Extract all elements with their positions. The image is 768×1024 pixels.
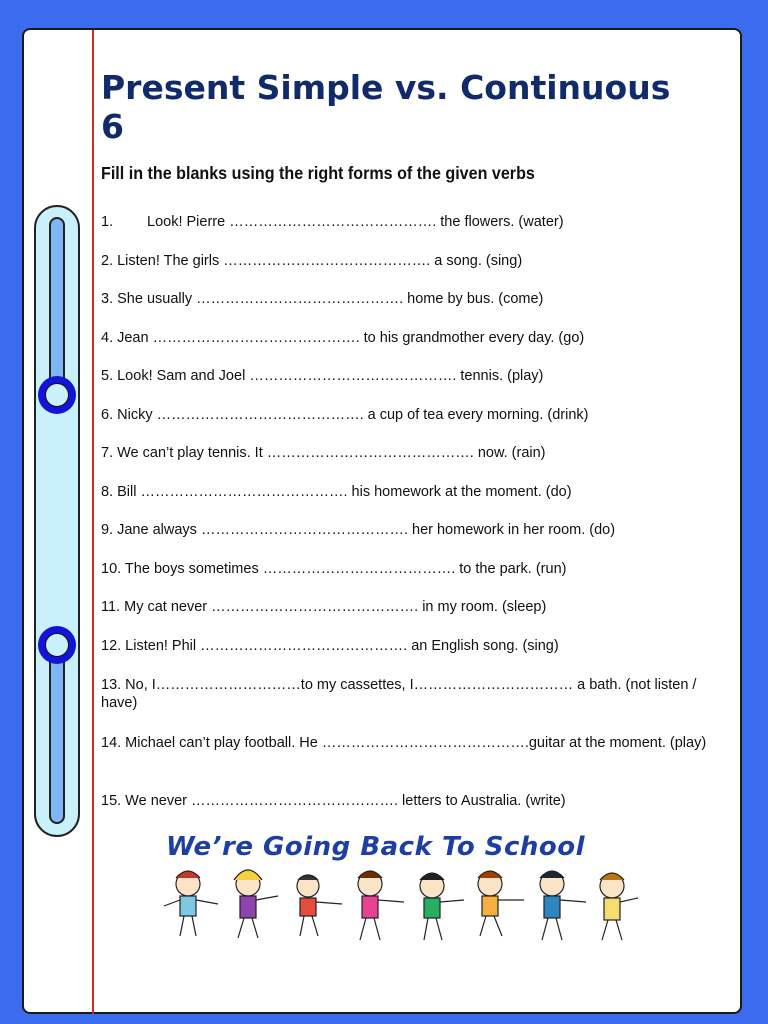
exercise-item	[101, 213, 713, 231]
page-title: Present Simple vs. Continuous 6	[101, 68, 671, 146]
exercise-item: 6. Nicky ……………………………………. a cup of tea every morning. (drink)	[101, 407, 589, 423]
exercise-item: 2. Listen! The girls ……………………………………. a song. (sing)	[101, 253, 523, 269]
exercise-item: 7. We can’t play tennis. It ……………………………………. now. (rain)	[101, 445, 546, 461]
binder-ring-top-icon	[38, 376, 76, 414]
exercise-item: 13. No, I…………………………to my cassettes, I…………………………… a bath. (not listen / have)	[101, 677, 697, 711]
exercise-item: 9. Jane always ……………………………………. her homework in her room. (do)	[101, 522, 616, 538]
margin-line	[92, 30, 94, 1014]
binder-ring-bottom-icon	[38, 626, 76, 664]
item-number: 1.	[101, 214, 114, 230]
binder-slot-bottom	[49, 640, 65, 824]
exercise-item: 4. Jean ……………………………………. to his grandmother every day. (go)	[101, 330, 585, 346]
item-text: Look! Pierre ……………………………………. the flowers. (water)	[147, 214, 564, 230]
exercise-item: 14. Michael can’t play football. He …………………………………….guitar at the moment. (play)	[101, 735, 707, 751]
banner-title: We’re Going Back To School	[166, 832, 586, 862]
instructions: Fill in the blanks using the right forms of the given verbs	[101, 163, 535, 183]
exercise-item: 5. Look! Sam and Joel ……………………………………. tennis. (play)	[101, 368, 544, 384]
exercise-item: 3. She usually ……………………………………. home by bus. (come)	[101, 291, 544, 307]
children-illustration	[150, 866, 670, 946]
binder-slot-top	[49, 217, 65, 397]
exercise-item: 10. The boys sometimes …………………………………. to the park. (run)	[101, 561, 567, 577]
exercise-item: 8. Bill ……………………………………. his homework at the moment. (do)	[101, 484, 572, 500]
exercise-item: 12. Listen! Phil ……………………………………. an English song. (sing)	[101, 638, 559, 654]
exercise-item: 11. My cat never ……………………………………. in my room. (sleep)	[101, 599, 547, 615]
exercise-item: 15. We never ……………………………………. letters to Australia. (write)	[101, 793, 566, 809]
